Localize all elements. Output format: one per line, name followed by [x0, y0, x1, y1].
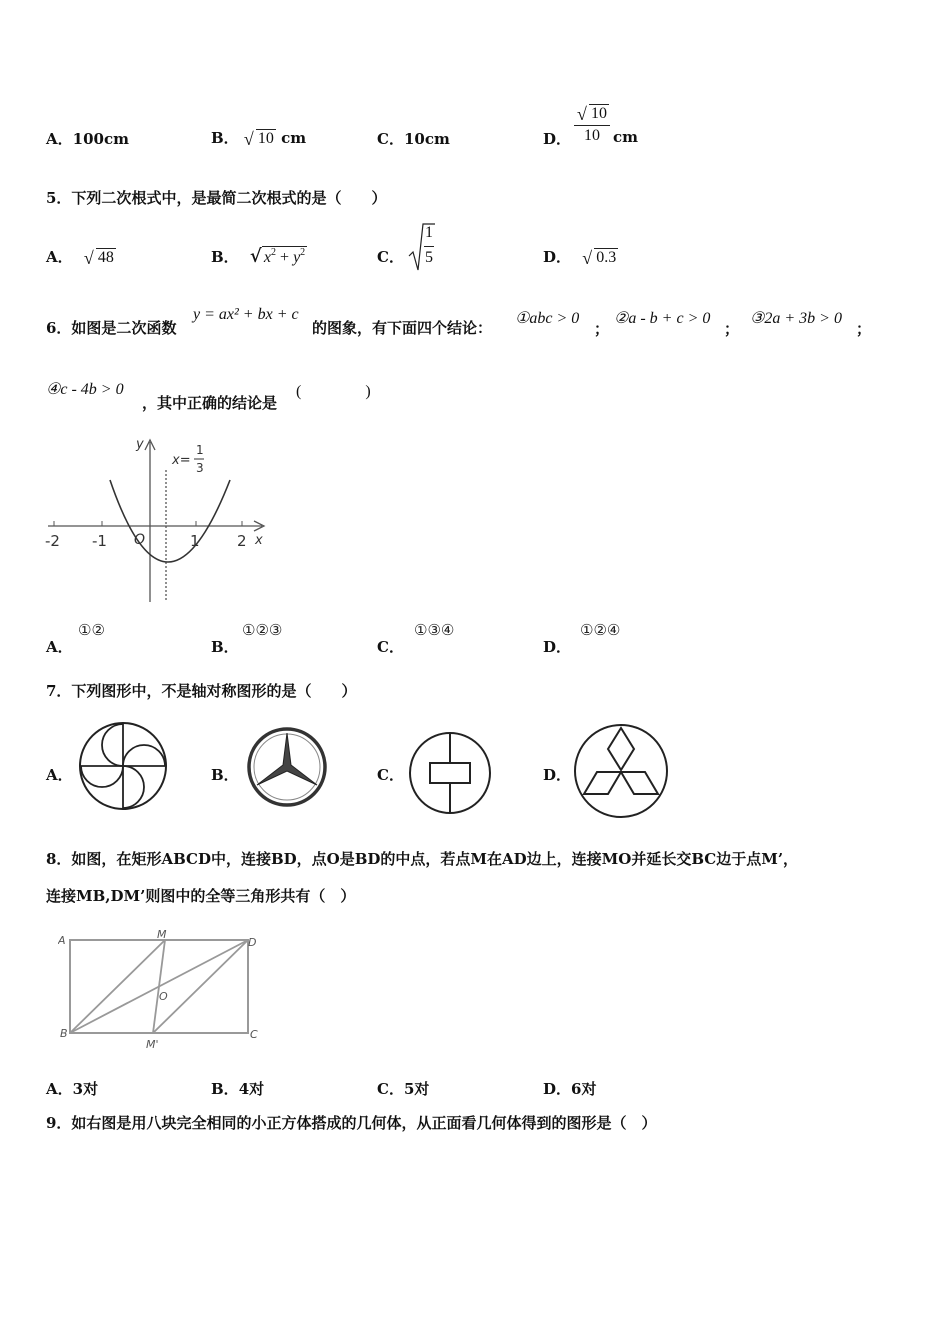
q6-conclusion-1: ①abc > 0 — [515, 310, 580, 327]
q6-conclusion-3: ③2a + 3b > 0 — [750, 310, 842, 327]
vertex-m: M — [157, 928, 167, 941]
q6-stem-b: 的图象，有下面四个结论： — [312, 319, 493, 337]
q6-option-b: ①②③ — [242, 621, 283, 639]
vertex-m-prime: M' — [146, 1038, 159, 1051]
axis-equation: x= — [172, 453, 191, 468]
q8-rectangle-figure — [58, 926, 268, 1052]
q6-option-d: ①②④ — [580, 621, 621, 639]
q5-option-b: B． √ $x^2 + y^2$ — [211, 246, 307, 267]
q6-conclusion-4: ④c - 4b > 0 — [46, 381, 124, 398]
three-rhombus-circle-figure — [572, 722, 670, 820]
sqrt-expression: √ $x^2 + y^2$ — [250, 246, 307, 267]
q6-answer-paren: ( ) — [296, 383, 371, 400]
q6-separator: ； — [594, 320, 610, 338]
tick-label: -1 — [92, 532, 107, 550]
axis-denominator: 3 — [196, 461, 204, 475]
sqrt-expression: √ 0.3 — [582, 248, 618, 267]
q8-option-d: D．6对 — [543, 1080, 597, 1098]
axis-numerator: 1 — [196, 443, 204, 457]
q6-option-b-letter: B． — [211, 638, 239, 656]
q4-option-a: A．100cm — [46, 130, 129, 148]
q8-option-c: C．5对 — [377, 1080, 430, 1098]
q7-option-b-letter: B． — [211, 766, 239, 784]
q8-stem-line1: 8．如图，在矩形ABCD中，连接BD，点O是BD的中点，若点M在AD边上，连接MO并延长交BC边于点M’， — [46, 850, 799, 868]
tick-label: 2 — [237, 532, 247, 550]
q9-stem: 9．如右图是用八块完全相同的小正方体搭成的几何体，从正面看几何体得到的图形是（ ） — [46, 1114, 657, 1132]
q4-option-c: C．10cm — [377, 130, 450, 148]
q6-conclusion-2: ②a - b + c > 0 — [614, 310, 711, 327]
q4-option-d-unit: cm — [613, 128, 639, 146]
q7-stem: 7．下列图形中，不是轴对称图形的是（ ） — [46, 682, 357, 700]
three-point-star-circle-figure — [245, 725, 329, 809]
q6-option-c: ①③④ — [414, 621, 455, 639]
tick-label: -2 — [45, 532, 60, 550]
q4-option-b: B． √ 10 cm — [211, 127, 306, 148]
tick-label: 1 — [190, 532, 200, 550]
origin-label: O — [134, 532, 146, 548]
q4-option-d-fraction: √ 10 10 — [574, 104, 610, 145]
sqrt-expression: √ 10 — [244, 129, 276, 148]
y-label: y — [136, 437, 144, 452]
q6-separator: ； — [856, 320, 872, 338]
q6-option-d-letter: D． — [543, 638, 572, 656]
q7-option-d-letter: D． — [543, 766, 572, 784]
q5-option-d: D． √ 0.3 — [543, 246, 618, 267]
q6-separator: ； — [724, 320, 740, 338]
q6-parabola-graph — [40, 432, 280, 612]
vertex-a: A — [58, 934, 66, 947]
q6-option-a-letter: A． — [46, 638, 73, 656]
q5-stem: 5．下列二次根式中，是最简二次根式的是（ ） — [46, 189, 387, 207]
q6-function: y = ax² + bx + c — [193, 306, 299, 323]
vertex-d: D — [248, 936, 257, 949]
q6-option-a: ①② — [78, 621, 105, 639]
x-label: x — [255, 533, 263, 548]
q6-stem-a: 6．如图是二次函数 — [46, 319, 177, 337]
vertex-c: C — [250, 1028, 258, 1041]
sqrt-expression: √ 48 — [84, 248, 116, 267]
q7-option-c-letter: C． — [377, 766, 404, 784]
parabola-curve — [110, 480, 230, 562]
q5-option-a: A． √ 48 — [46, 246, 116, 267]
q7-option-a-letter: A． — [46, 766, 73, 784]
q8-option-b: B．4对 — [211, 1080, 265, 1098]
pinwheel-circle-figure — [77, 720, 169, 812]
q8-option-a: A．3对 — [46, 1080, 99, 1098]
q6-option-c-letter: C． — [377, 638, 404, 656]
q6-stem-c: ，其中正确的结论是 — [142, 394, 278, 412]
rect-in-circle-figure — [407, 730, 493, 816]
q4-option-d-letter: D． — [543, 130, 572, 148]
q5-option-c-letter: C． — [377, 248, 404, 266]
point-o: O — [159, 990, 168, 1003]
vertex-b: B — [60, 1027, 68, 1040]
q8-stem-line2: 连接MB,DM’则图中的全等三角形共有（ ） — [46, 887, 356, 905]
